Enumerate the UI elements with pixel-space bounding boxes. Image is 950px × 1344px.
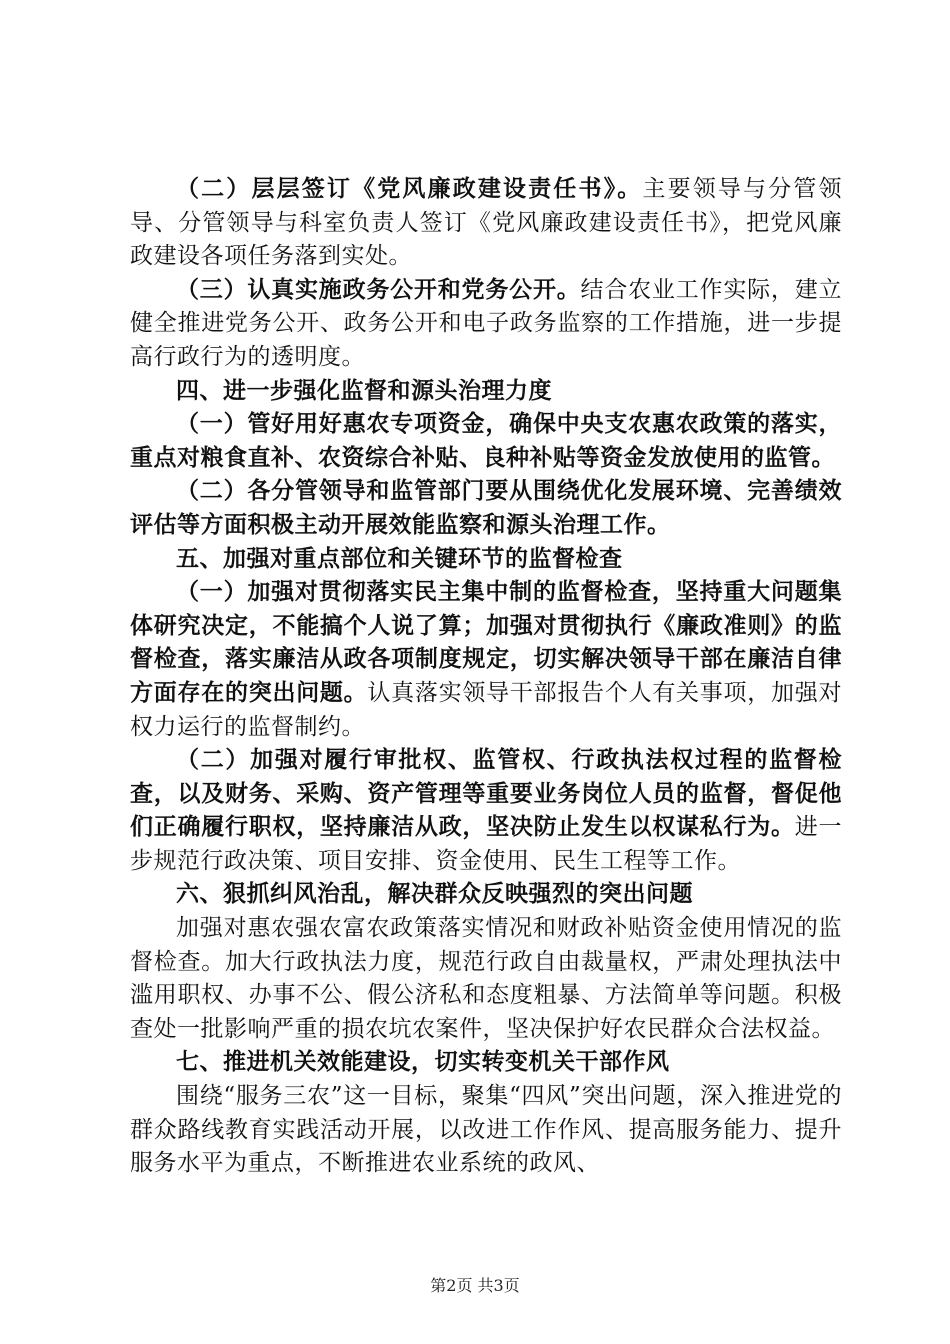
paragraph-text: 主要领导与分管领导、分管领导与科室负责人签订《党风廉政建设责任书》，把党风廉政建设各项任务落到实处。 — [130, 176, 843, 270]
paragraph-lead: （一）加强对贯彻落实民主集中制的监督检查，坚持重大问题集体研究决定，不能搞个人说了算；加强对贯彻执行《廉政准则》的监督检查，落实廉洁从政各项制度规定，切实解决领导干部在廉洁自律方面存在的突出问题。 — [130, 579, 842, 706]
paragraph-lead: （二）加强对履行审批权、监管权、行政执法权过程的监督检查，以及财务、采购、资产管理等重要业务岗位人员的监督，督促他们正确履行职权，坚持廉洁从政，坚决防止发生以权谋私行为。 — [130, 747, 842, 841]
section-heading: 七、推进机关效能建设，切实转变机关干部作风 — [176, 1049, 670, 1076]
paragraph — [130, 912, 842, 1046]
paragraph-text: 进一步规范行政决策、项目安排、资金使用、民生工程等工作。 — [130, 814, 843, 874]
paragraph-lead: （三）认真实施政务公开和党务公开。 — [176, 276, 581, 303]
section-heading: 六、狠抓纠风治乱，解决群众反映强烈的突出问题 — [176, 881, 693, 908]
paragraph — [130, 274, 842, 375]
paragraph — [130, 173, 842, 274]
paragraph-text: 围绕“服务三农”这一目标，聚集“四风”突出问题，深入推进党的群众路线教育实践活动开展，以改进工作作风、提高服务能力、提升服务水平为重点，不断推进农业系统的政风、 — [130, 1083, 842, 1177]
paragraph — [130, 475, 842, 542]
page-number-footer: 第2页 共3页 — [430, 1276, 520, 1295]
paragraph-lead: （一）管好用好惠农专项资金，确保中央支农惠农政策的落实，重点对粮食直补、农资综合补贴、良种补贴等资金发放使用的监管。 — [130, 411, 842, 471]
paragraph — [130, 744, 842, 878]
document-body — [130, 173, 842, 1181]
paragraph-text: 结合农业工作实际，建立健全推进党务公开、政务公开和电子政务监察的工作措施，进一步提高行政行为的透明度。 — [130, 276, 843, 370]
paragraph-lead: （二）层层签订《党风廉政建设责任书》。 — [176, 176, 643, 202]
paragraph — [130, 408, 842, 475]
section-heading: 五、加强对重点部位和关键环节的监督检查 — [176, 545, 623, 572]
paragraph — [130, 1080, 842, 1181]
section-heading: 四、进一步强化监督和源头治理力度 — [176, 377, 552, 404]
paragraph-text: 加强对惠农强农富农政策落实情况和财政补贴资金使用情况的监督检查。加大行政执法力度，规范行政自由裁量权，严肃处理执法中滥用职权、办事不公、假公济私和态度粗暴、方法简单等问题。积极查处一批影响严重的损农坑农案件，坚决保护好农民群众合法权益。 — [130, 915, 842, 1042]
paragraph-lead: （二）各分管领导和监管部门要从围绕优化发展环境、完善绩效评估等方面积极主动开展效能监察和源头治理工作。 — [130, 478, 842, 538]
paragraph-text: 认真落实领导干部报告个人有关事项，加强对权力运行的监督制约。 — [130, 679, 843, 740]
paragraph — [130, 576, 842, 744]
